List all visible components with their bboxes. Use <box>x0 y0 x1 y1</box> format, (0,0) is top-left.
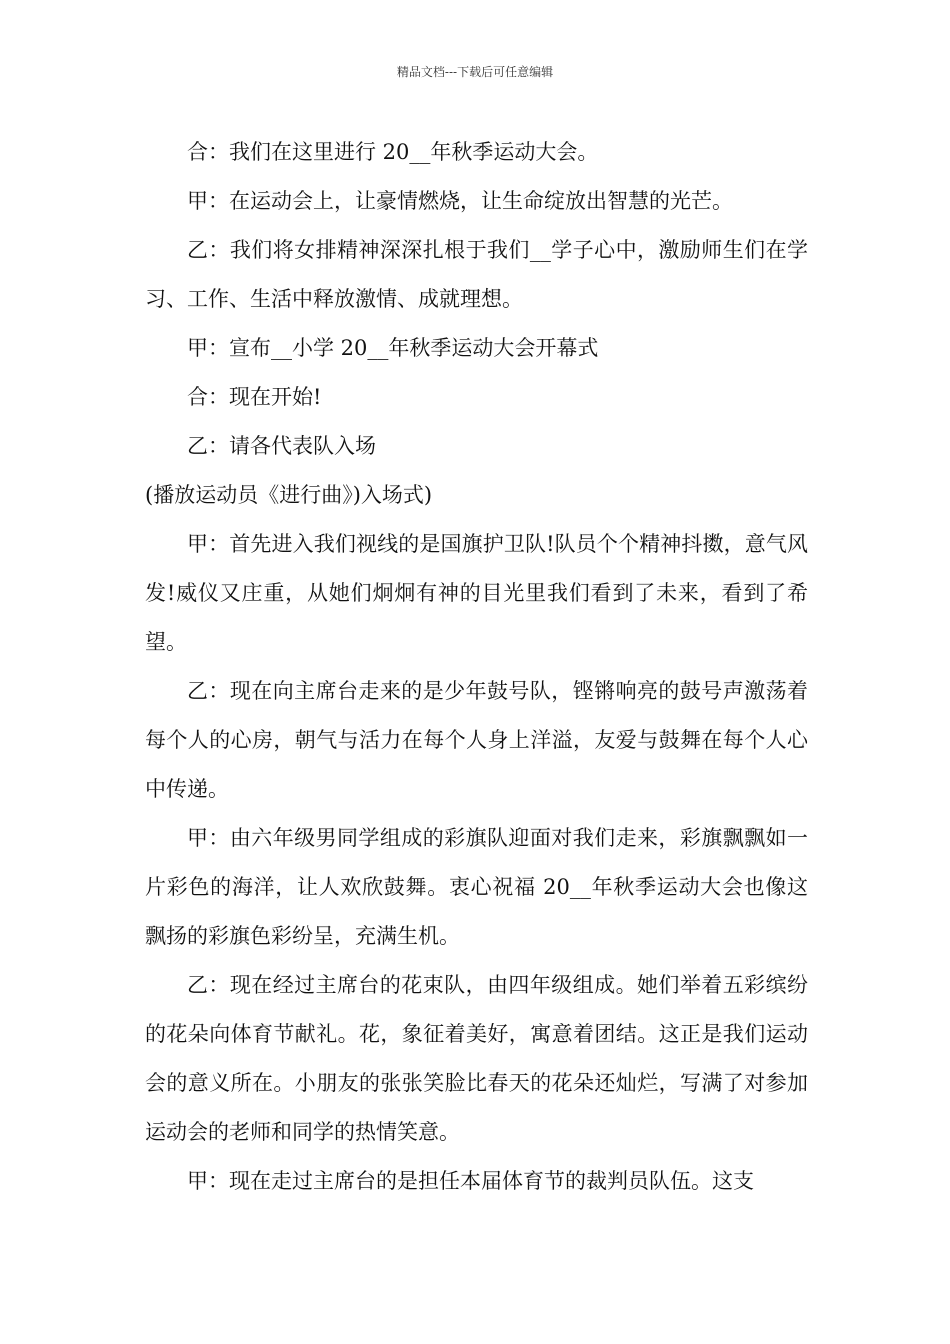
paragraph: 乙：请各代表队入场 <box>187 434 376 458</box>
paragraph: 甲：由六年级男同学组成的彩旗队迎面对我们走来，彩旗飘飘如一片彩色的海洋，让人欢欣鼓舞。衷心祝福 20__年秋季运动大会也像这飘扬的彩旗色彩纷呈，充满生机。 <box>145 826 808 948</box>
paragraph: 乙：现在经过主席台的花束队，由四年级组成。她们举着五彩缤纷的花朵向体育节献礼。花，象征着美好，寓意着团结。这正是我们运动会的意义所在。小朋友的张张笑脸比春天的花朵还灿烂，写满了对参加运动会的老师和同学的热情笑意。 <box>145 973 808 1144</box>
paragraph: 合：现在开始! <box>187 385 322 409</box>
paragraph: 甲：宣布__小学 20__年秋季运动大会开幕式 <box>187 336 599 360</box>
document-body <box>145 128 808 1206</box>
paragraph: 甲：现在走过主席台的是担任本届体育节的裁判员队伍。这支 <box>187 1169 754 1193</box>
paragraph: 乙：现在向主席台走来的是少年鼓号队，铿锵响亮的鼓号声激荡着每个人的心房，朝气与活力在每个人身上洋溢，友爱与鼓舞在每个人心中传递。 <box>145 679 808 801</box>
paragraph: 乙：我们将女排精神深深扎根于我们__学子心中，激励师生们在学习、工作、生活中释放激情、成就理想。 <box>145 238 808 311</box>
page-header: 精品文档---下载后可任意编辑 <box>396 65 554 79</box>
stage-direction: (播放运动员《进行曲》)入场式) <box>145 483 433 507</box>
paragraph: 甲：首先进入我们视线的是国旗护卫队!队员个个精神抖擞，意气风发!威仪又庄重，从她们炯炯有神的目光里我们看到了未来，看到了希望。 <box>145 532 808 654</box>
paragraph: 甲：在运动会上，让豪情燃烧，让生命绽放出智慧的光芒。 <box>187 189 733 213</box>
paragraph: 合：我们在这里进行 20__年秋季运动大会。 <box>187 140 599 164</box>
